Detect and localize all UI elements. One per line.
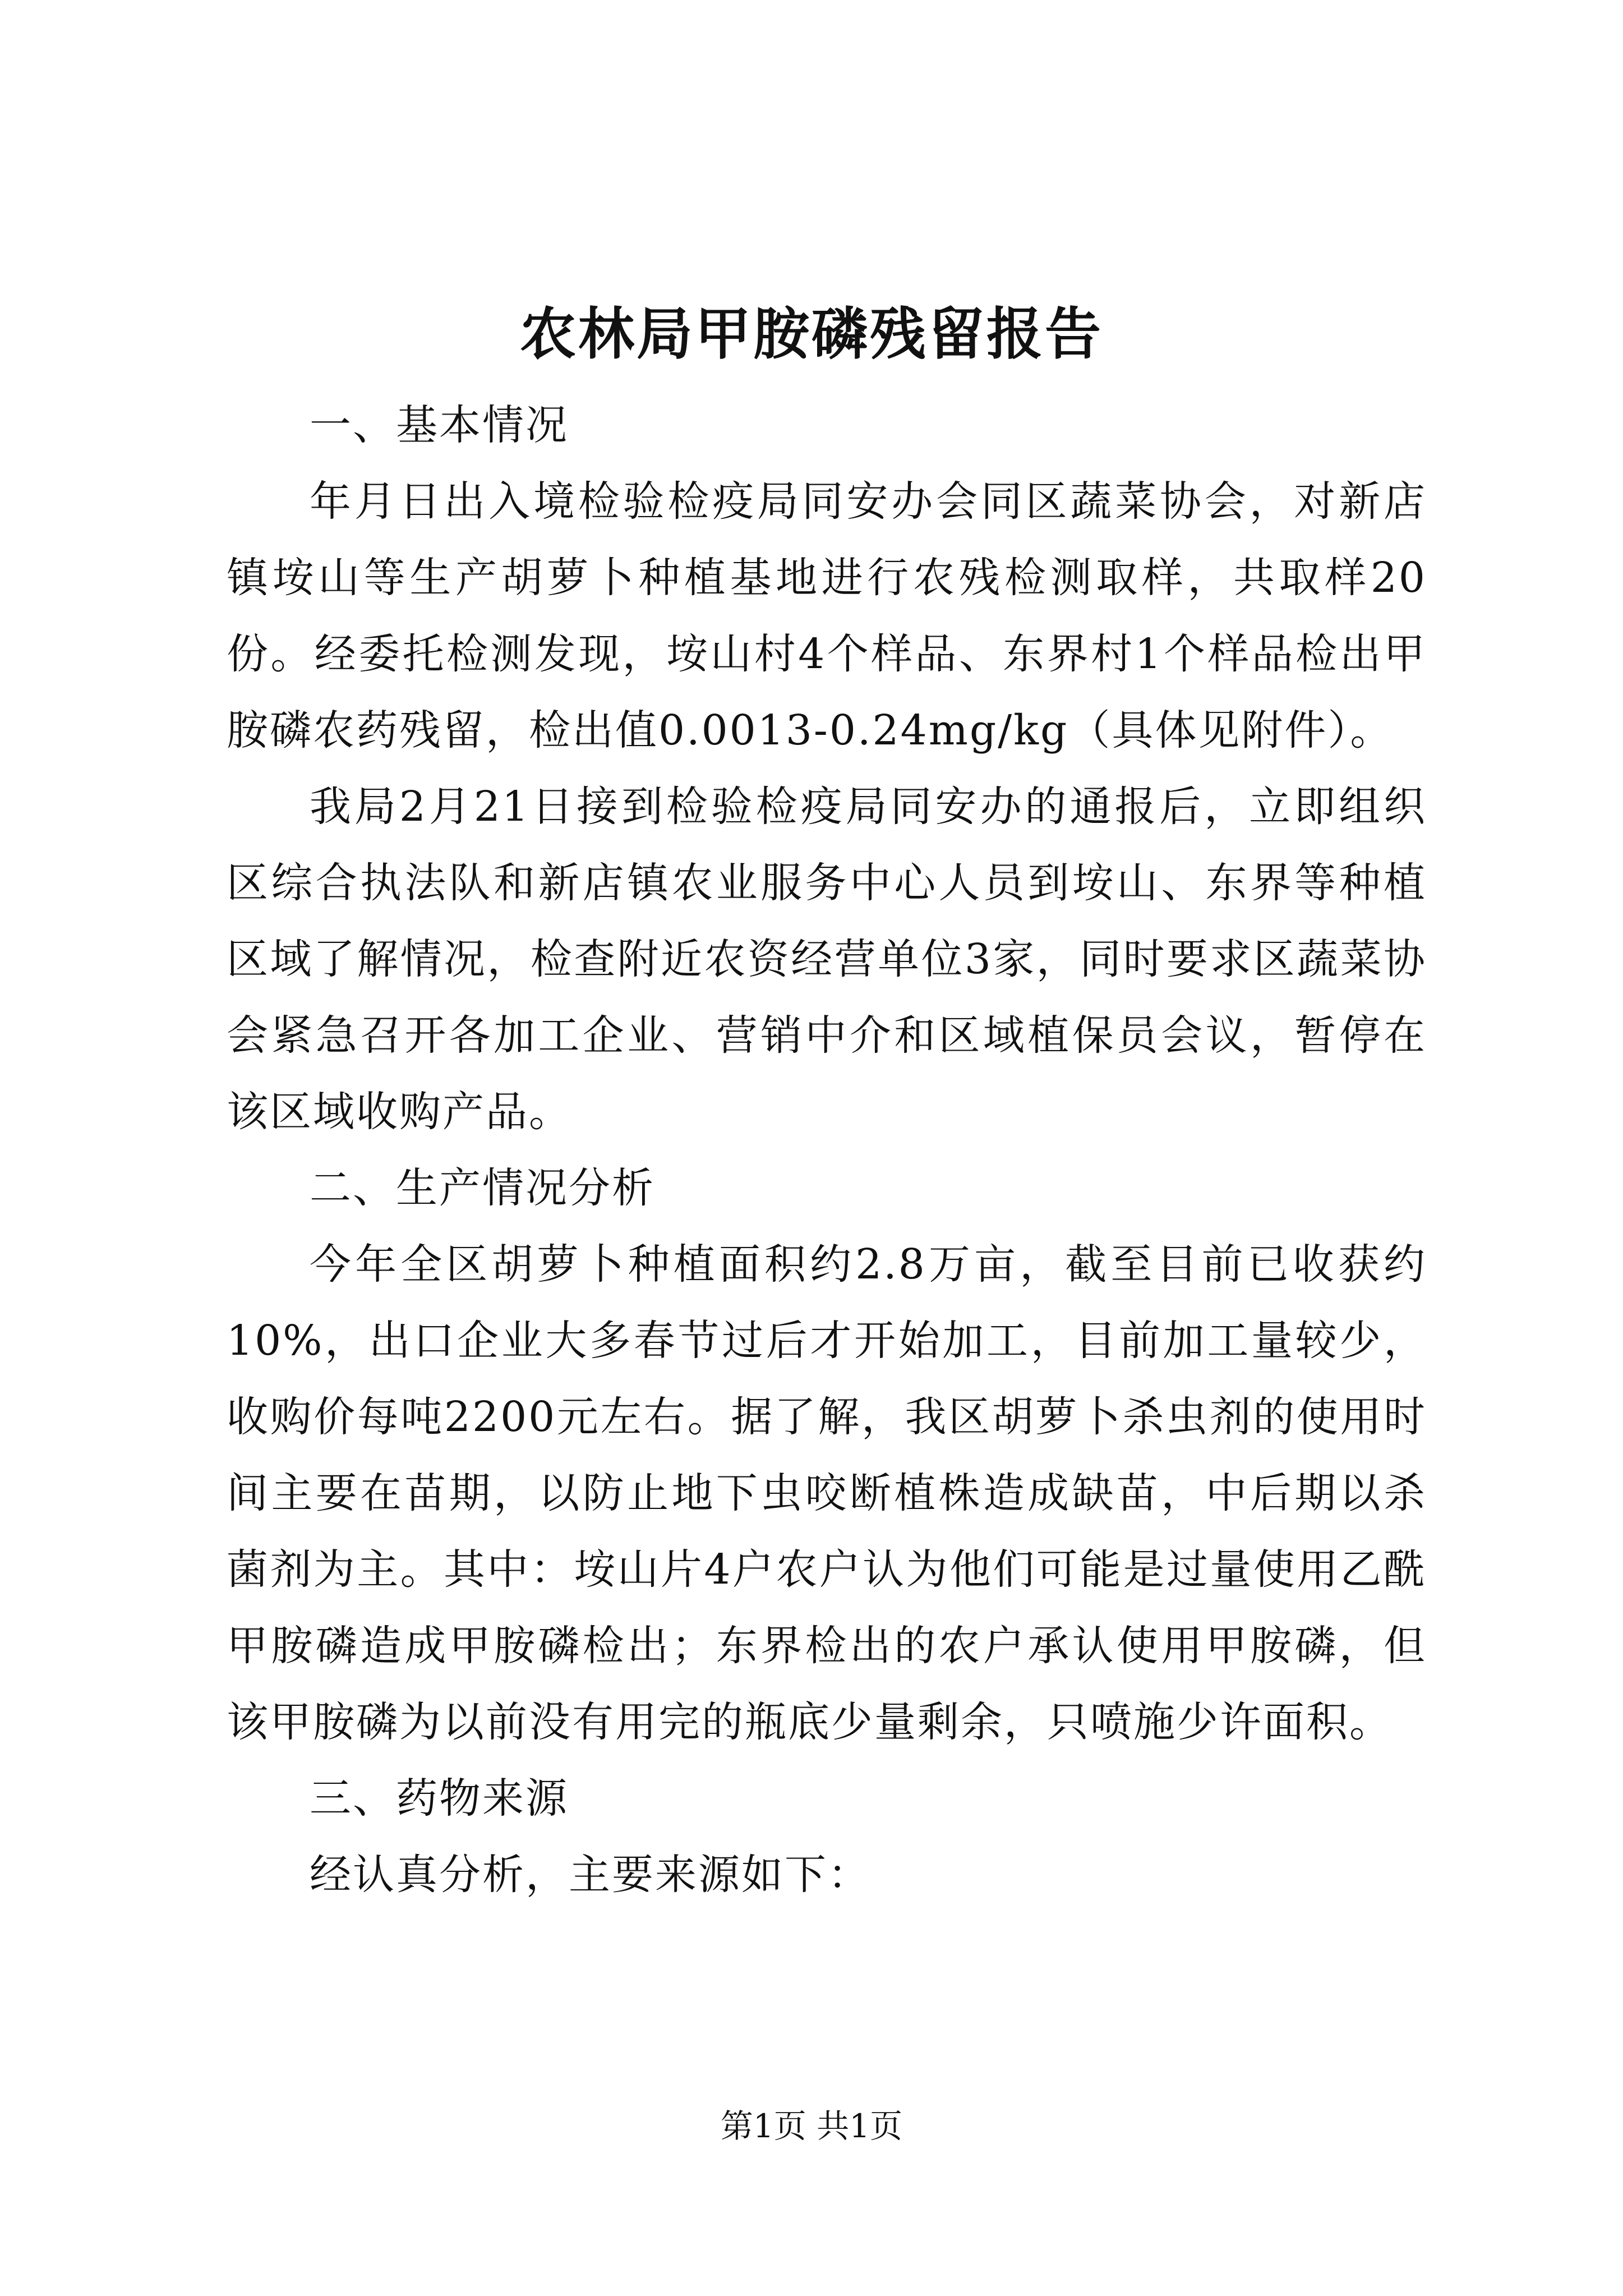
paragraph-response-actions: 我局2月21日接到检验检疫局同安办的通报后，立即组织区综合执法队和新店镇农业服务中心人员到垵山、东界等种植区域了解情况，检查附近农资经营单位3家，同时要求区蔬菜协会紧急召开各加工企业、营销中介和区域植保员会议，暂停在该区域收购产品。 (227, 783, 1427, 1136)
document-body (227, 387, 1427, 1913)
paragraph-sampling-results: 年月日出入境检验检疫局同安办会同区蔬菜协会，对新店镇垵山等生产胡萝卜种植基地进行农残检测取样，共取样20份。经委托检测发现，垵山村4个样品、东界村1个样品检出甲胺磷农药残留，检出值0.0013-0.24mg/kg（具体见附件）。 (227, 477, 1427, 754)
section-heading-production-analysis: 二、生产情况分析 (310, 1164, 655, 1212)
paragraph-production-analysis: 今年全区胡萝卜种植面积约2.8万亩，截至目前已收获约10%，出口企业大多春节过后才开始加工，目前加工量较少，收购价每吨2200元左右。据了解，我区胡萝卜杀虫剂的使用时间主要在苗期，以防止地下虫咬断植株造成缺苗，中后期以杀菌剂为主。其中：垵山片4户农户认为他们可能是过量使用乙酰甲胺磷造成甲胺磷检出；东界检出的农户承认使用甲胺磷，但该甲胺磷为以前没有用完的瓶底少量剩余，只喷施少许面积。 (227, 1240, 1427, 1746)
section-heading-basic-situation: 一、基本情况 (310, 401, 569, 449)
paragraph-source-intro: 经认真分析，主要来源如下： (310, 1851, 871, 1899)
page-footer: 第1页 共1页 (720, 2107, 903, 2145)
document-title: 农林局甲胺磷残留报告 (520, 301, 1103, 367)
section-heading-pesticide-source: 三、药物来源 (310, 1774, 569, 1823)
